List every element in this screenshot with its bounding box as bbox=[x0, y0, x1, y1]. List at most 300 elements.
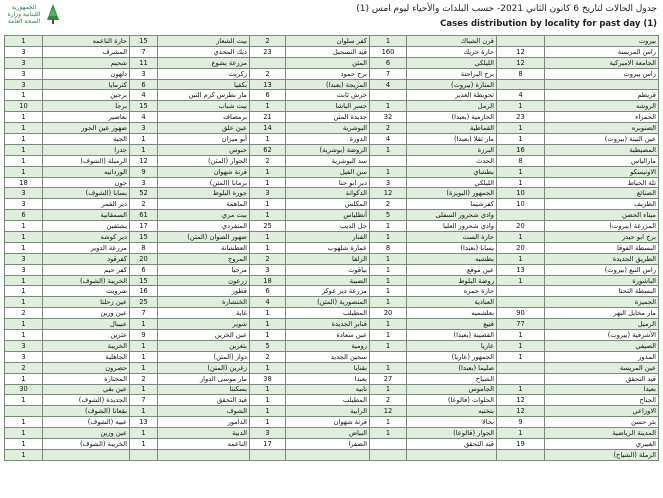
locality-cell: الصيفي bbox=[545, 340, 659, 351]
locality-cell: ضهور عين الحور bbox=[43, 123, 130, 134]
locality-cell: الليلكي bbox=[407, 57, 497, 68]
table-row bbox=[5, 57, 659, 68]
table-row bbox=[5, 90, 659, 101]
locality-cell: جسر الباشا bbox=[286, 101, 370, 112]
table-row bbox=[5, 36, 659, 47]
case-count-cell: 1 bbox=[497, 232, 545, 243]
case-count-cell: 3 bbox=[130, 177, 158, 188]
case-count-cell: 4 bbox=[370, 134, 407, 145]
case-count-cell: 1 bbox=[130, 340, 158, 351]
locality-cell: عين زحلتا bbox=[43, 297, 130, 308]
table-row bbox=[5, 297, 659, 308]
locality-cell: بتخنيه bbox=[407, 406, 497, 417]
locality-cell: جدرا bbox=[43, 144, 130, 155]
locality-cell: المنارة (بيروت) bbox=[407, 79, 497, 90]
locality-cell: قرنة شهوان bbox=[286, 417, 370, 428]
table-row bbox=[5, 319, 659, 330]
case-count-cell: 1 bbox=[497, 177, 545, 188]
case-count-cell: 1 bbox=[370, 101, 407, 112]
locality-cell: البوشرية bbox=[286, 123, 370, 134]
case-count-cell: 1 bbox=[250, 101, 286, 112]
locality-cell: زغرين (المتن) bbox=[158, 362, 250, 373]
case-count-cell: 12 bbox=[130, 155, 158, 166]
locality-cell: دلهون bbox=[43, 68, 130, 79]
case-count-cell: 5 bbox=[370, 210, 407, 221]
logo-text: الجمهورية اللبنانية وزارة الصحة العامة bbox=[7, 4, 41, 25]
locality-cell: بيت مري bbox=[158, 210, 250, 221]
case-count-cell: 1 bbox=[250, 166, 286, 177]
case-count-cell: 3 bbox=[250, 188, 286, 199]
locality-cell: مرجبا bbox=[158, 264, 250, 275]
locality-cell: حارة حريك bbox=[407, 46, 497, 57]
case-count-cell: 12 bbox=[497, 57, 545, 68]
locality-cell: عين موقع bbox=[407, 264, 497, 275]
locality-cell: المتن bbox=[286, 57, 370, 68]
case-count-cell: 1 bbox=[250, 319, 286, 330]
case-count-cell: 1 bbox=[5, 297, 43, 308]
locality-cell: بعيدا bbox=[545, 384, 659, 395]
table-row bbox=[5, 362, 659, 373]
locality-cell: الماهمة bbox=[158, 199, 250, 210]
locality-cell: البياض bbox=[286, 428, 370, 439]
locality-cell: الشوف bbox=[158, 406, 250, 417]
locality-cell: ميناء الحصن bbox=[545, 210, 659, 221]
case-count-cell: 4 bbox=[497, 90, 545, 101]
case-count-cell: 15 bbox=[130, 36, 158, 47]
locality-cell: صليما (بعبدا) bbox=[407, 362, 497, 373]
locality-cell: الدورة bbox=[286, 134, 370, 145]
case-count-cell: 1 bbox=[5, 36, 43, 47]
locality-cell: برجا bbox=[43, 101, 130, 112]
case-count-cell bbox=[497, 210, 545, 221]
locality-cell: الجوار (المتن) bbox=[158, 155, 250, 166]
locality-cell: المزرعة (بيروت) bbox=[545, 221, 659, 232]
locality-cell: ديك المحدي bbox=[158, 46, 250, 57]
case-count-cell: 1 bbox=[497, 351, 545, 362]
table-row bbox=[5, 330, 659, 341]
case-count-cell: 1 bbox=[250, 417, 286, 428]
case-count-cell: 3 bbox=[5, 68, 43, 79]
locality-cell: حارة الناعمه bbox=[43, 36, 130, 47]
locality-cell: جديدة المتن bbox=[286, 112, 370, 123]
locality-cell: ضهور الصوان (المتن) bbox=[158, 232, 250, 243]
locality-cell: قيد التحقق bbox=[545, 373, 659, 384]
locality-cell: الجمهور (عاريا) bbox=[407, 351, 497, 362]
title-english: Cases distribution by locality for past day (1) bbox=[440, 19, 657, 29]
case-count-cell: 3 bbox=[250, 428, 286, 439]
locality-cell: بياقوت bbox=[286, 264, 370, 275]
case-count-cell: 1 bbox=[250, 242, 286, 253]
locality-cell: بيروت bbox=[545, 36, 659, 47]
case-count-cell: 20 bbox=[497, 221, 545, 232]
table-row bbox=[5, 68, 659, 79]
locality-cell: مارالياس bbox=[545, 155, 659, 166]
locality-cell: بطشاي bbox=[407, 166, 497, 177]
locality-cell bbox=[158, 449, 250, 460]
case-count-cell: 2 bbox=[5, 308, 43, 319]
case-count-cell: 1 bbox=[497, 166, 545, 177]
locality-cell: قبيع bbox=[407, 319, 497, 330]
case-count-cell: 17 bbox=[250, 438, 286, 449]
locality-cell: قيد التحقق bbox=[158, 395, 250, 406]
case-count-cell: 9 bbox=[497, 417, 545, 428]
case-count-cell: 7 bbox=[130, 46, 158, 57]
locality-cell: الصفرا bbox=[286, 438, 370, 449]
locality-cell: بعلشميه bbox=[407, 308, 497, 319]
case-count-cell: 1 bbox=[250, 406, 286, 417]
case-count-cell: 11 bbox=[130, 57, 158, 68]
case-count-cell: 1 bbox=[5, 449, 43, 460]
case-count-cell: 2 bbox=[250, 351, 286, 362]
locality-cell: قرنة شهوان bbox=[158, 166, 250, 177]
locality-cell: المريجة (بعبدا) bbox=[286, 79, 370, 90]
locality-cell: جون bbox=[43, 177, 130, 188]
case-count-cell: 3 bbox=[5, 253, 43, 264]
table-row bbox=[5, 199, 659, 210]
case-count-cell: 18 bbox=[250, 275, 286, 286]
table-row bbox=[5, 188, 659, 199]
locality-cell: نابيه bbox=[286, 384, 370, 395]
locality-cell: عين المريسة bbox=[545, 362, 659, 373]
locality-cell: عين التينة (بيروت) bbox=[545, 134, 659, 145]
locality-cell: بكفيا bbox=[158, 79, 250, 90]
case-count-cell: 3 bbox=[130, 68, 158, 79]
locality-cell: مزرعة يشوع bbox=[158, 57, 250, 68]
case-count-cell: 32 bbox=[370, 112, 407, 123]
case-count-cell: 52 bbox=[130, 188, 158, 199]
table-row bbox=[5, 112, 659, 123]
locality-cell: عبيبال bbox=[43, 319, 130, 330]
locality-cell: بيت شباب bbox=[158, 101, 250, 112]
case-count-cell: 4 bbox=[130, 90, 158, 101]
locality-cell: الصنوبره bbox=[545, 123, 659, 134]
case-count-cell: 1 bbox=[130, 319, 158, 330]
locality-cell: حصرون bbox=[43, 362, 130, 373]
case-count-cell bbox=[370, 438, 407, 449]
locality-cell: قرن الشباك bbox=[407, 36, 497, 47]
case-count-cell: 38 bbox=[250, 373, 286, 384]
locality-cell: الروشه bbox=[545, 101, 659, 112]
locality-cell: كفر سلوان bbox=[286, 36, 370, 47]
case-count-cell: 1 bbox=[250, 384, 286, 395]
locality-cell: الباشورة bbox=[545, 275, 659, 286]
case-count-cell: 1 bbox=[497, 101, 545, 112]
locality-cell: بيت الشعار bbox=[158, 36, 250, 47]
ministry-logo bbox=[4, 1, 62, 29]
locality-cell: الحلوات (قالوعا) bbox=[407, 395, 497, 406]
case-count-cell: 23 bbox=[250, 46, 286, 57]
locality-cell: قنابر الجديدة bbox=[286, 319, 370, 330]
case-count-cell: 1 bbox=[370, 319, 407, 330]
locality-cell: قطور bbox=[158, 286, 250, 297]
case-count-cell bbox=[250, 449, 286, 460]
case-count-cell: 1 bbox=[5, 373, 43, 384]
case-count-cell bbox=[370, 90, 407, 101]
case-count-cell: 62 bbox=[250, 144, 286, 155]
locality-cell: مزرعة دير عوكر bbox=[286, 286, 370, 297]
table-row bbox=[5, 79, 659, 90]
case-count-cell: 13 bbox=[250, 79, 286, 90]
case-count-cell: 1 bbox=[5, 166, 43, 177]
locality-cell: مار مخايل النهر bbox=[545, 308, 659, 319]
case-count-cell: 2 bbox=[250, 155, 286, 166]
locality-cell: وادي شحرور العليا bbox=[407, 221, 497, 232]
locality-cell: عمارة شلهوب bbox=[286, 242, 370, 253]
locality-cell: برمصاف bbox=[158, 112, 250, 123]
case-count-cell: 1 bbox=[130, 362, 158, 373]
case-count-cell: 1 bbox=[5, 286, 43, 297]
locality-cell: زكريت bbox=[158, 68, 250, 79]
locality-cell: الحازمية (بعبدا) bbox=[407, 112, 497, 123]
case-count-cell: 1 bbox=[497, 384, 545, 395]
locality-cell: مار بطرس كرم التين bbox=[158, 90, 250, 101]
table-row bbox=[5, 384, 659, 395]
table-row bbox=[5, 428, 659, 439]
case-count-cell: 9 bbox=[130, 166, 158, 177]
locality-cell: عبيه (الشوف) bbox=[43, 417, 130, 428]
case-count-cell bbox=[250, 57, 286, 68]
locality-cell: حارة الست bbox=[407, 232, 497, 243]
locality-cell: دير القمر bbox=[43, 199, 130, 210]
locality-cell: عثرين bbox=[43, 330, 130, 341]
case-count-cell: 1 bbox=[370, 36, 407, 47]
case-count-cell: 90 bbox=[497, 308, 545, 319]
case-count-cell bbox=[130, 449, 158, 460]
case-count-cell: 8 bbox=[497, 68, 545, 79]
case-count-cell: 6 bbox=[130, 264, 158, 275]
locality-cell: الاونيسكو bbox=[545, 166, 659, 177]
locality-cell: حبوس bbox=[158, 144, 250, 155]
case-count-cell: 2 bbox=[370, 199, 407, 210]
case-count-cell: 12 bbox=[370, 406, 407, 417]
locality-cell: الطريق الجديدة bbox=[545, 253, 659, 264]
locality-cell bbox=[545, 79, 659, 90]
case-count-cell: 1 bbox=[130, 351, 158, 362]
locality-cell: بعبدا bbox=[286, 373, 370, 384]
locality-cell: راس النبع (بيروت) bbox=[545, 264, 659, 275]
locality-cell: الروضة (بوشرية) bbox=[286, 144, 370, 155]
case-count-cell: 7 bbox=[130, 395, 158, 406]
case-count-cell: 6 bbox=[250, 286, 286, 297]
locality-cell: سجين الجديد bbox=[286, 351, 370, 362]
locality-cell: بطشيه bbox=[407, 253, 497, 264]
locality-cell: الخريبة (الشوف) bbox=[43, 275, 130, 286]
table-row bbox=[5, 144, 659, 155]
case-count-cell bbox=[497, 297, 545, 308]
case-count-cell: 3 bbox=[5, 264, 43, 275]
locality-cell: تحويطة الغدير bbox=[407, 90, 497, 101]
case-count-cell: 2 bbox=[130, 199, 158, 210]
case-count-cell bbox=[497, 286, 545, 297]
table-row bbox=[5, 275, 659, 286]
cases-table bbox=[4, 35, 659, 461]
case-count-cell: 1 bbox=[5, 417, 43, 428]
locality-cell: الرملة (الشياح) bbox=[545, 449, 659, 460]
case-count-cell: 1 bbox=[370, 264, 407, 275]
case-count-cell: 12 bbox=[370, 188, 407, 199]
case-count-cell: 3 bbox=[5, 199, 43, 210]
locality-cell: حارة حمزه bbox=[407, 286, 497, 297]
table-row bbox=[5, 308, 659, 319]
locality-cell: الجاهلية bbox=[43, 351, 130, 362]
locality-cell: مار تقلا (بعبدا) bbox=[407, 134, 497, 145]
locality-cell: دير ابو حنا bbox=[286, 177, 370, 188]
locality-cell: الدبية bbox=[158, 428, 250, 439]
case-count-cell: 9 bbox=[130, 330, 158, 341]
case-count-cell: 1 bbox=[250, 134, 286, 145]
locality-cell: الظريف bbox=[545, 199, 659, 210]
case-count-cell bbox=[370, 351, 407, 362]
case-count-cell: 10 bbox=[497, 199, 545, 210]
case-count-cell: 3 bbox=[5, 57, 43, 68]
case-count-cell: 1 bbox=[370, 144, 407, 155]
locality-cell: الجمهور (البويزة) bbox=[407, 188, 497, 199]
case-count-cell: 1 bbox=[370, 417, 407, 428]
header bbox=[0, 0, 663, 34]
locality-cell: برج ابو حيدر bbox=[545, 232, 659, 243]
table-row bbox=[5, 264, 659, 275]
case-count-cell: 1 bbox=[5, 395, 43, 406]
case-count-cell: 1 bbox=[370, 221, 407, 232]
case-count-cell: 13 bbox=[497, 264, 545, 275]
locality-cell: الفنار bbox=[286, 232, 370, 243]
locality-cell: المطيلب bbox=[286, 395, 370, 406]
case-count-cell: 1 bbox=[497, 340, 545, 351]
case-count-cell: 3 bbox=[5, 351, 43, 362]
table-row bbox=[5, 253, 659, 264]
cedar-icon bbox=[46, 3, 60, 25]
case-count-cell bbox=[497, 79, 545, 90]
locality-cell: الاوزاعي bbox=[545, 406, 659, 417]
locality-cell: الغبيري bbox=[545, 438, 659, 449]
locality-cell: بسابا (بعبدا) bbox=[407, 242, 497, 253]
locality-cell: غاية bbox=[158, 308, 250, 319]
locality-cell: المشرف bbox=[43, 46, 130, 57]
locality-cell: عين الخرين bbox=[158, 330, 250, 341]
locality-cell: شرويت bbox=[43, 286, 130, 297]
locality-cell: قريطم bbox=[545, 90, 659, 101]
case-count-cell: 1 bbox=[5, 144, 43, 155]
case-count-cell: 14 bbox=[250, 123, 286, 134]
case-count-cell: 2 bbox=[250, 36, 286, 47]
locality-cell: الضبية bbox=[286, 275, 370, 286]
case-count-cell: 1 bbox=[250, 330, 286, 341]
table-row bbox=[5, 155, 659, 166]
case-count-cell: 1 bbox=[5, 155, 43, 166]
case-count-cell: 1 bbox=[130, 406, 158, 417]
locality-cell: الحدث bbox=[407, 155, 497, 166]
locality-cell: قيد التسجيل bbox=[286, 46, 370, 57]
locality-cell: شحيم bbox=[43, 57, 130, 68]
case-count-cell: 1 bbox=[5, 232, 43, 243]
case-count-cell: 12 bbox=[497, 46, 545, 57]
locality-cell: الأشرفية (بيروت) bbox=[545, 330, 659, 341]
case-count-cell: 1 bbox=[5, 134, 43, 145]
locality-cell: بئر حسن bbox=[545, 417, 659, 428]
case-count-cell: 1 bbox=[370, 253, 407, 264]
case-count-cell: 8 bbox=[370, 242, 407, 253]
case-count-cell: 12 bbox=[497, 395, 545, 406]
locality-cell: القماطية bbox=[407, 123, 497, 134]
case-count-cell: 1 bbox=[370, 286, 407, 297]
case-count-cell: 20 bbox=[370, 308, 407, 319]
case-count-cell: 1 bbox=[370, 428, 407, 439]
locality-cell: القصيبة (بعبدا) bbox=[407, 330, 497, 341]
case-count-cell: 1 bbox=[130, 428, 158, 439]
case-count-cell: 2 bbox=[5, 362, 43, 373]
case-count-cell: 16 bbox=[130, 286, 158, 297]
case-count-cell: 13 bbox=[130, 417, 158, 428]
locality-cell: مزرعة الدوير bbox=[43, 242, 130, 253]
table-row bbox=[5, 406, 659, 417]
case-count-cell: 1 bbox=[370, 330, 407, 341]
case-count-cell: 21 bbox=[250, 112, 286, 123]
case-count-cell: 19 bbox=[497, 438, 545, 449]
locality-cell: أنطلياس bbox=[286, 210, 370, 221]
case-count-cell: 1 bbox=[5, 112, 43, 123]
locality-cell: العبادية bbox=[407, 297, 497, 308]
locality-cell: بشتفين bbox=[43, 221, 130, 232]
locality-cell: الجاموس bbox=[407, 384, 497, 395]
locality-cell: البسطة التحتا bbox=[545, 286, 659, 297]
case-count-cell: 2 bbox=[250, 253, 286, 264]
case-count-cell: 3 bbox=[5, 46, 43, 57]
locality-cell: زرعون bbox=[158, 275, 250, 286]
table-row bbox=[5, 340, 659, 351]
case-count-cell: 8 bbox=[130, 242, 158, 253]
locality-cell: كفرقود bbox=[43, 253, 130, 264]
locality-cell: تلة الخياط bbox=[545, 177, 659, 188]
case-count-cell: 3 bbox=[5, 79, 43, 90]
locality-cell: المصيطبة bbox=[545, 144, 659, 155]
locality-cell: الخنشارة bbox=[158, 297, 250, 308]
locality-cell: الجديدة (الشوف) bbox=[43, 395, 130, 406]
case-count-cell: 2 bbox=[130, 373, 158, 384]
case-count-cell: 1 bbox=[497, 253, 545, 264]
locality-cell bbox=[286, 449, 370, 460]
case-count-cell: 1 bbox=[130, 144, 158, 155]
locality-cell: برجين bbox=[43, 90, 130, 101]
locality-cell: وادي شحرور السفلى bbox=[407, 210, 497, 221]
case-count-cell: 1 bbox=[5, 90, 43, 101]
locality-cell: سد البوشرية bbox=[286, 155, 370, 166]
table-row bbox=[5, 438, 659, 449]
locality-cell: شوير bbox=[158, 319, 250, 330]
locality-cell: الصنائع bbox=[545, 188, 659, 199]
case-count-cell: 1 bbox=[250, 362, 286, 373]
locality-cell: كترمايا bbox=[43, 79, 130, 90]
table-row bbox=[5, 286, 659, 297]
case-count-cell: 15 bbox=[130, 275, 158, 286]
case-count-cell: 3 bbox=[130, 123, 158, 134]
locality-cell: عاريا bbox=[407, 340, 497, 351]
locality-cell: راس المريسة bbox=[545, 46, 659, 57]
case-count-cell: 12 bbox=[497, 406, 545, 417]
locality-cell: أبو ميزان bbox=[158, 134, 250, 145]
locality-cell: بسابا (الشوف) bbox=[43, 188, 130, 199]
locality-cell: الوردانيه bbox=[43, 166, 130, 177]
case-count-cell bbox=[370, 449, 407, 460]
case-count-cell: 1 bbox=[5, 319, 43, 330]
case-count-cell: 1 bbox=[497, 275, 545, 286]
table-row bbox=[5, 351, 659, 362]
case-count-cell: 1 bbox=[370, 297, 407, 308]
locality-cell: الخريبة bbox=[43, 340, 130, 351]
locality-cell: العطشانة bbox=[158, 242, 250, 253]
case-count-cell: 1 bbox=[370, 362, 407, 373]
case-count-cell: 6 bbox=[5, 210, 43, 221]
case-count-cell: 27 bbox=[370, 373, 407, 384]
